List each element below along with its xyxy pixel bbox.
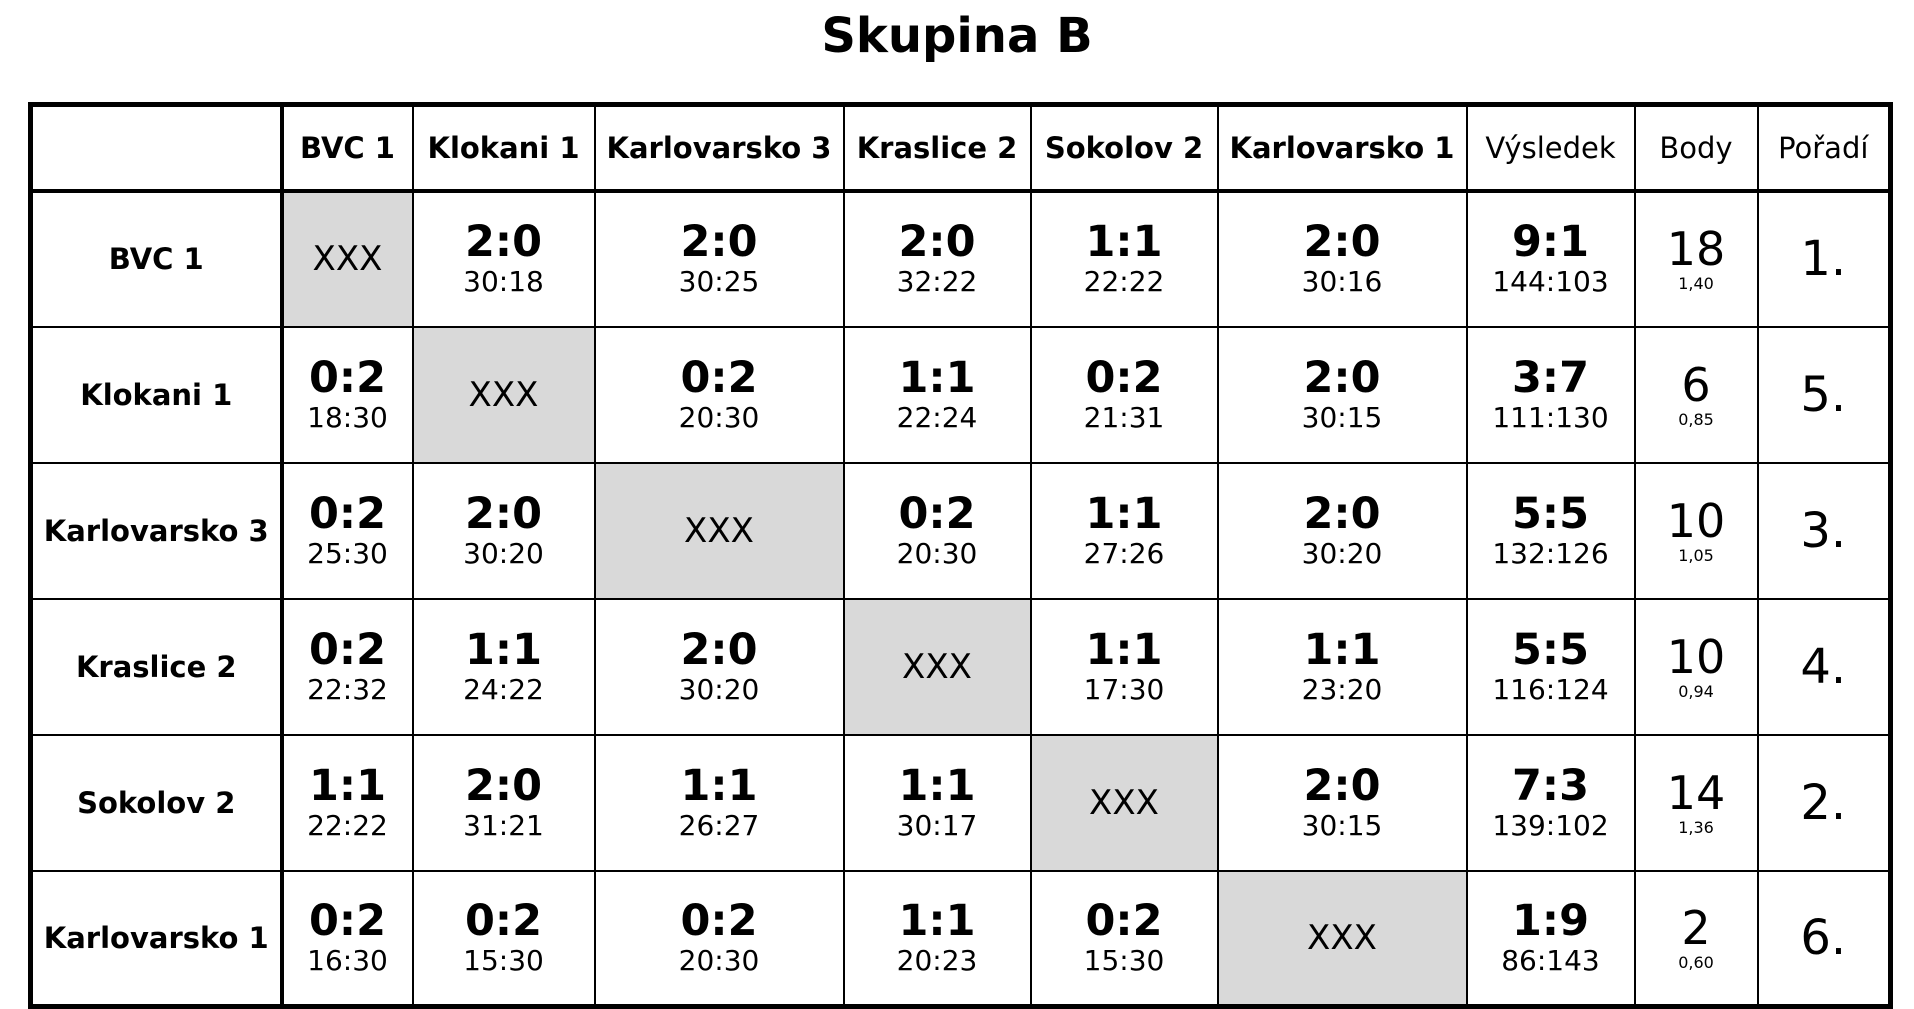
result-points: 144:103 (1492, 265, 1609, 298)
match-points: 30:25 (678, 265, 760, 298)
match-cell (1218, 327, 1467, 463)
match-points: 17:30 (1083, 672, 1165, 706)
match-score: 0:2 (308, 488, 387, 539)
match-points: 20:30 (678, 943, 760, 977)
match-points: 18:30 (307, 400, 388, 434)
self-match-cell: XXX (282, 191, 413, 327)
table-body (31, 191, 1891, 1007)
match-score: 1:1 (898, 895, 976, 946)
match-cell (844, 327, 1031, 463)
header-rank: Pořadí (1758, 105, 1891, 191)
corner-cell (31, 105, 282, 191)
match-cell (1218, 735, 1467, 871)
match-score: 2:0 (464, 760, 543, 811)
match-score: 0:2 (898, 488, 976, 539)
match-points: 16:30 (307, 943, 388, 977)
match-cell (1218, 463, 1467, 599)
match-score: 0:2 (308, 352, 387, 403)
result-points: 139:102 (1492, 808, 1609, 842)
result-cell (1467, 327, 1635, 463)
self-match-cell: XXX (595, 463, 844, 599)
points-cell (1635, 191, 1758, 327)
result-points: 111:130 (1492, 400, 1609, 434)
match-score: 2:0 (1303, 352, 1381, 403)
header-klokani-1: Klokani 1 (413, 105, 595, 191)
header-sokolov-2: Sokolov 2 (1031, 105, 1218, 191)
match-score: 2:0 (464, 488, 543, 539)
table-row (31, 191, 1891, 327)
points-ratio: 1,40 (1678, 274, 1714, 293)
match-points: 30:18 (463, 265, 544, 298)
match-cell (1031, 327, 1218, 463)
match-score: 2:0 (1303, 760, 1381, 811)
match-score: 0:2 (308, 895, 387, 946)
header-kraslice-2: Kraslice 2 (844, 105, 1031, 191)
match-cell (1218, 599, 1467, 735)
points-ratio: 1,36 (1678, 817, 1714, 837)
match-score: 2:0 (680, 624, 758, 675)
match-cell (282, 871, 413, 1007)
header-points: Body (1635, 105, 1758, 191)
match-points: 30:15 (1301, 400, 1383, 434)
row-team-name: Karlovarsko 3 (31, 463, 282, 599)
match-score: 2:0 (898, 217, 976, 267)
match-cell (595, 735, 844, 871)
match-points: 31:21 (463, 808, 544, 842)
match-points: 30:20 (463, 536, 544, 570)
match-points: 20:30 (678, 400, 760, 434)
match-points: 21:31 (1083, 400, 1165, 434)
row-team-name: Klokani 1 (31, 327, 282, 463)
self-match-cell: XXX (844, 599, 1031, 735)
match-points: 15:30 (463, 943, 544, 977)
header-karlovarsko-1: Karlovarsko 1 (1218, 105, 1467, 191)
match-points: 20:23 (896, 943, 978, 977)
match-cell (413, 871, 595, 1007)
result-cell (1467, 735, 1635, 871)
match-points: 32:22 (896, 265, 978, 298)
match-points: 15:30 (1083, 943, 1165, 977)
match-score: 0:2 (464, 895, 543, 946)
result-score: 1:9 (1511, 895, 1590, 946)
row-team-name: Karlovarsko 1 (31, 871, 282, 1007)
header-result: Výsledek (1467, 105, 1635, 191)
match-cell (844, 871, 1031, 1007)
match-cell (1031, 191, 1218, 327)
match-cell (595, 871, 844, 1007)
match-score: 1:1 (308, 760, 387, 811)
rank-cell: 5. (1758, 327, 1891, 463)
header-karlovarsko-3: Karlovarsko 3 (595, 105, 844, 191)
match-cell (282, 735, 413, 871)
result-cell (1467, 463, 1635, 599)
points-ratio: 0,94 (1678, 681, 1714, 701)
points-ratio: 0,60 (1678, 952, 1714, 972)
result-score: 9:1 (1511, 217, 1590, 267)
result-cell (1467, 871, 1635, 1007)
match-score: 1:1 (898, 760, 976, 811)
match-points: 30:16 (1301, 265, 1383, 298)
row-team-name: BVC 1 (31, 191, 282, 327)
match-points: 22:22 (1083, 265, 1165, 298)
points-value: 10 (1666, 493, 1726, 548)
table-row (31, 735, 1891, 871)
match-cell (282, 327, 413, 463)
table-row (31, 327, 1891, 463)
match-score: 2:0 (1303, 217, 1381, 267)
result-cell (1467, 599, 1635, 735)
match-points: 25:30 (307, 536, 388, 570)
match-score: 0:2 (1085, 895, 1163, 946)
header-row (31, 105, 1891, 191)
match-score: 1:1 (1085, 217, 1163, 267)
match-score: 2:0 (464, 217, 543, 267)
match-score: 1:1 (1303, 624, 1381, 675)
rank-cell: 4. (1758, 599, 1891, 735)
result-score: 5:5 (1511, 624, 1590, 675)
match-points: 22:24 (896, 400, 978, 434)
points-cell (1635, 871, 1758, 1007)
points-cell (1635, 599, 1758, 735)
points-cell (1635, 735, 1758, 871)
points-cell (1635, 463, 1758, 599)
row-team-name: Kraslice 2 (31, 599, 282, 735)
points-cell (1635, 327, 1758, 463)
row-team-name: Sokolov 2 (31, 735, 282, 871)
result-points: 132:126 (1492, 536, 1609, 570)
match-cell (844, 463, 1031, 599)
match-score: 1:1 (1085, 624, 1163, 675)
points-value: 18 (1666, 222, 1726, 276)
points-ratio: 1,05 (1678, 545, 1714, 565)
match-points: 30:15 (1301, 808, 1383, 842)
match-cell (413, 191, 595, 327)
match-cell (413, 599, 595, 735)
points-value: 14 (1666, 765, 1726, 820)
result-points: 86:143 (1501, 943, 1600, 977)
match-cell (844, 191, 1031, 327)
match-score: 1:1 (680, 760, 758, 811)
match-cell (1031, 463, 1218, 599)
result-cell (1467, 191, 1635, 327)
self-match-cell: XXX (1031, 735, 1218, 871)
match-cell (844, 735, 1031, 871)
match-cell (282, 599, 413, 735)
match-cell (1031, 871, 1218, 1007)
match-score: 0:2 (308, 624, 387, 675)
match-cell (595, 327, 844, 463)
match-cell (595, 191, 844, 327)
match-cell (595, 599, 844, 735)
rank-cell: 6. (1758, 871, 1891, 1007)
match-cell (1031, 599, 1218, 735)
points-value: 10 (1666, 629, 1726, 684)
match-points: 22:32 (307, 672, 388, 706)
table-row (31, 599, 1891, 735)
points-ratio: 0,85 (1678, 409, 1714, 429)
result-score: 3:7 (1511, 352, 1590, 403)
match-points: 23:20 (1301, 672, 1383, 706)
points-value: 6 (1681, 357, 1711, 412)
match-points: 30:20 (1301, 536, 1383, 570)
match-score: 1:1 (1085, 488, 1163, 539)
match-cell (282, 463, 413, 599)
rank-cell: 1. (1758, 191, 1891, 327)
match-cell (413, 463, 595, 599)
result-score: 5:5 (1511, 488, 1590, 539)
match-score: 2:0 (1303, 488, 1381, 539)
match-cell (1218, 191, 1467, 327)
header-bvc-1: BVC 1 (282, 105, 413, 191)
rank-cell: 2. (1758, 735, 1891, 871)
match-cell (413, 735, 595, 871)
match-score: 0:2 (680, 352, 758, 403)
table-row (31, 463, 1891, 599)
standings-table (28, 102, 1893, 1009)
match-points: 27:26 (1083, 536, 1165, 570)
match-points: 26:27 (678, 808, 760, 842)
match-points: 30:17 (896, 808, 978, 842)
match-score: 0:2 (680, 895, 758, 946)
self-match-cell: XXX (413, 327, 595, 463)
match-score: 1:1 (464, 624, 543, 675)
match-points: 24:22 (463, 672, 544, 706)
points-value: 2 (1681, 900, 1711, 955)
table-row (31, 871, 1891, 1007)
rank-cell: 3. (1758, 463, 1891, 599)
match-points: 30:20 (678, 672, 760, 706)
match-points: 20:30 (896, 536, 978, 570)
result-points: 116:124 (1492, 672, 1609, 706)
result-score: 7:3 (1511, 760, 1590, 811)
match-points: 22:22 (307, 808, 388, 842)
self-match-cell: XXX (1218, 871, 1467, 1007)
page-title: Skupina B (821, 8, 1093, 64)
match-score: 0:2 (1085, 352, 1163, 403)
match-score: 2:0 (680, 217, 758, 267)
match-score: 1:1 (898, 352, 976, 403)
